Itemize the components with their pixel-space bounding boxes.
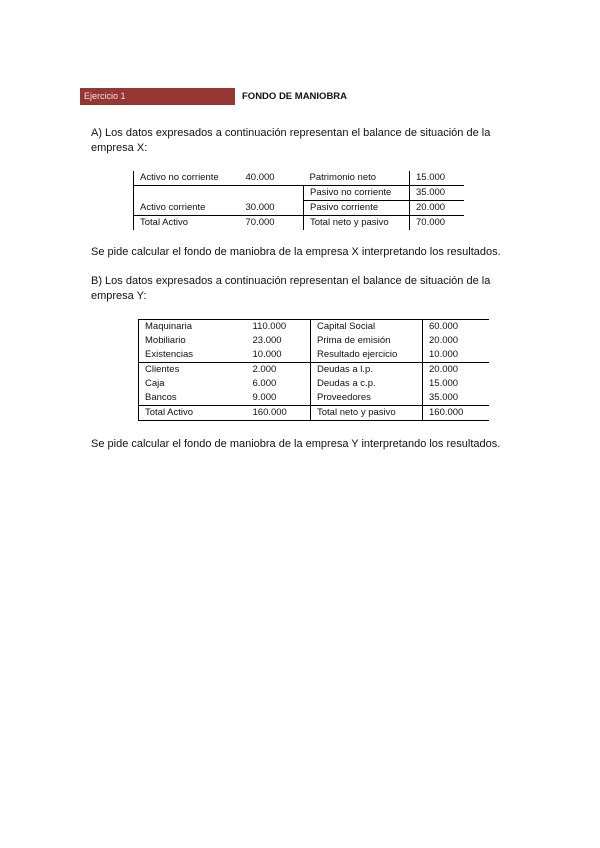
table-row — [139, 320, 489, 335]
table-cell: Activo no corriente — [134, 171, 240, 186]
table-row — [139, 377, 489, 391]
table-cell: Mobiliario — [139, 334, 247, 348]
balance-table-x — [133, 171, 464, 230]
table-row — [139, 363, 489, 378]
exercise-tag: Ejercicio 1 — [80, 88, 235, 105]
table-cell: 9.000 — [252, 392, 277, 403]
table-cell: Deudas a l.p. — [311, 363, 423, 378]
table-cell: 70.000 — [240, 216, 304, 231]
table-cell: 23.000 — [252, 335, 282, 346]
table-cell: Total neto y pasivo — [304, 216, 410, 231]
exercise-title: FONDO DE MANIOBRA — [242, 91, 348, 102]
table-cell: 160.000 — [423, 406, 489, 421]
table-cell: 70.000 — [410, 216, 464, 231]
table-cell: 15.000 — [410, 171, 464, 186]
table-cell: 110.000 — [247, 320, 311, 335]
table-cell: Clientes — [139, 363, 247, 378]
table-cell: 15.000 — [423, 377, 489, 391]
table-cell: 20.000 — [423, 363, 489, 378]
table-row — [134, 171, 464, 186]
table-cell: 35.000 — [410, 186, 464, 201]
table-cell: Proveedores — [311, 391, 423, 406]
table-cell: 10.000 — [252, 349, 282, 360]
table-cell: Activo corriente — [134, 201, 240, 216]
table-cell: 60.000 — [423, 320, 489, 335]
table-cell: Patrimonio neto — [304, 171, 410, 186]
part-b-intro: B) Los datos expresados a continuación representan el balance de situación de la empresa Y: — [91, 275, 491, 302]
table-cell: 20.000 — [410, 201, 464, 216]
table-cell: Pasivo corriente — [304, 201, 410, 216]
table-row — [139, 334, 489, 348]
table-cell — [240, 186, 304, 201]
table-cell: Prima de emisión — [311, 334, 423, 348]
table-row — [134, 186, 464, 201]
table-cell: Deudas a c.p. — [311, 377, 423, 391]
table-cell: 40.000 — [240, 171, 304, 186]
table-cell: 20.000 — [423, 334, 489, 348]
table-cell: 10.000 — [423, 348, 489, 363]
table-cell: 2.000 — [247, 363, 311, 378]
table-row — [134, 216, 464, 231]
table-cell: Total Activo — [139, 406, 247, 421]
table-cell — [134, 186, 240, 201]
table-row — [139, 406, 489, 421]
table-cell: Caja — [139, 377, 247, 391]
balance-table-y — [138, 319, 489, 421]
table-cell: Bancos — [139, 391, 247, 406]
table-cell: 160.000 — [247, 406, 311, 421]
table-cell: Capital Social — [311, 320, 423, 335]
table-cell: 30.000 — [245, 201, 275, 213]
table-row — [134, 201, 464, 216]
table-cell: Resultado ejercicio — [311, 348, 423, 363]
table-cell: 6.000 — [252, 378, 277, 389]
part-a-question: Se pide calcular el fondo de maniobra de la empresa X interpretando los resultados. — [91, 246, 501, 258]
table-cell: Pasivo no corriente — [304, 186, 410, 201]
table-cell: 35.000 — [423, 391, 489, 406]
part-b-question: Se pide calcular el fondo de maniobra de la empresa Y interpretando los resultados. — [91, 438, 501, 450]
part-a-intro: A) Los datos expresados a continuación representan el balance de situación de la empresa X: — [91, 127, 491, 154]
table-cell: Existencias — [139, 348, 247, 363]
table-cell: Maquinaria — [139, 320, 247, 335]
table-cell: Total neto y pasivo — [311, 406, 423, 421]
table-cell: Total Activo — [134, 216, 240, 231]
table-row — [139, 348, 489, 363]
table-row — [139, 391, 489, 406]
